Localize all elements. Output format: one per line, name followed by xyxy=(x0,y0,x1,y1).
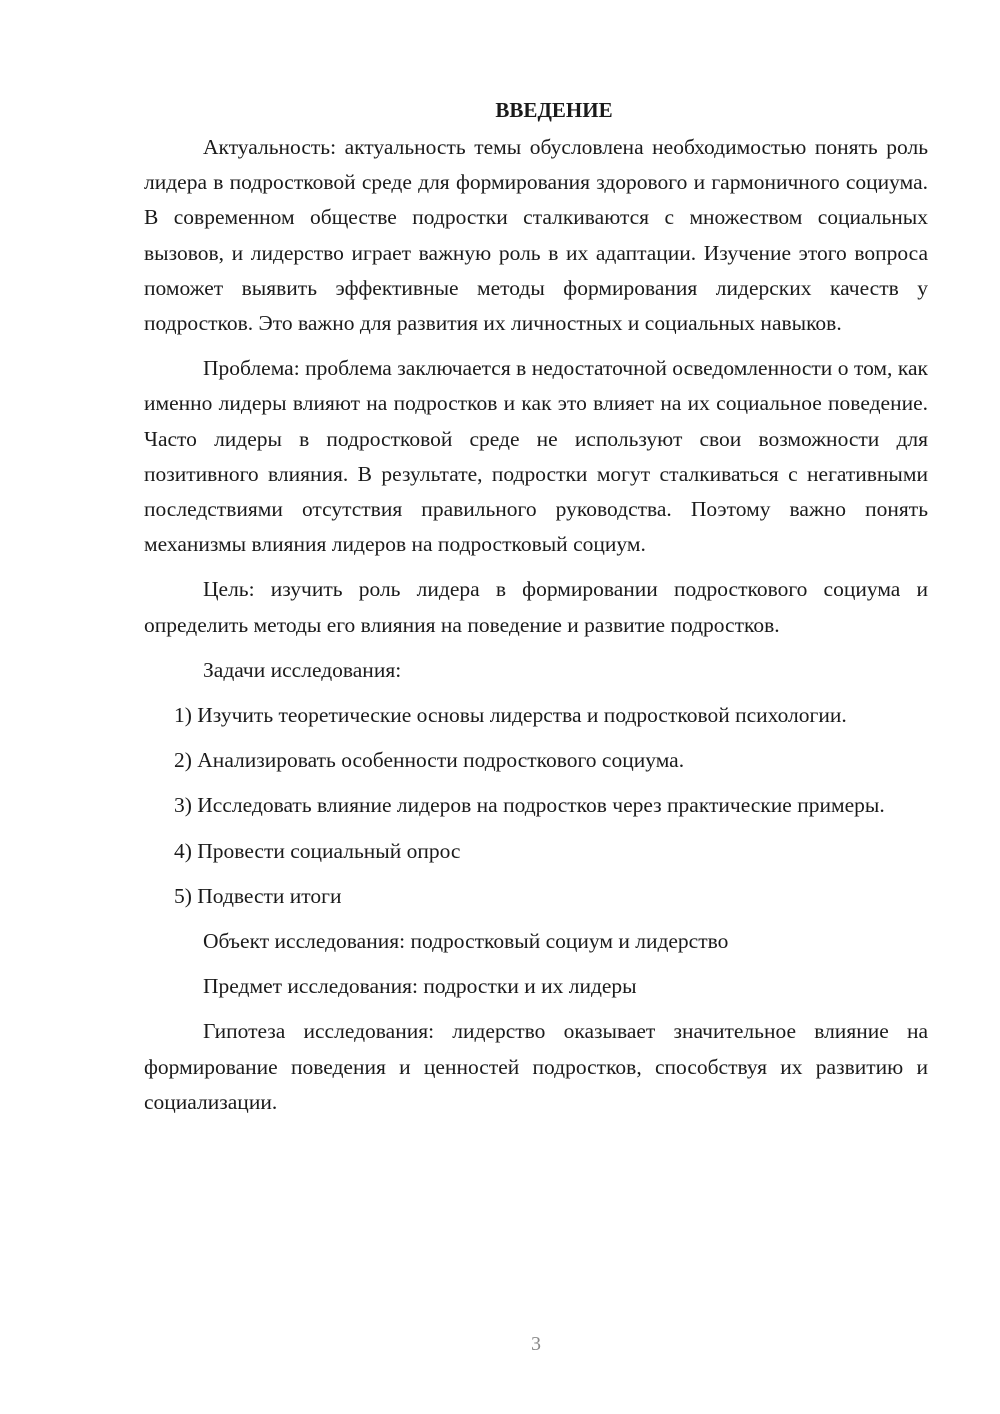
section-heading: ВВЕДЕНИЕ xyxy=(495,98,613,122)
tasks-title: Задачи исследования: xyxy=(203,657,402,682)
task-item-1: 1) Изучить теоретические основы лидерства и подростковой психологии. xyxy=(174,703,847,728)
page-number: 3 xyxy=(531,1333,541,1355)
object-paragraph: Объект исследования: подростковый социум и лидерство xyxy=(203,929,729,954)
task-item-3: 3) Исследовать влияние лидеров на подростков через практические примеры. xyxy=(174,793,885,818)
task-item-4: 4) Провести социальный опрос xyxy=(174,838,461,863)
task-item-2: 2) Анализировать особенности подросткового социума. xyxy=(174,748,685,773)
hypothesis-paragraph: Гипотеза исследования: лидерство оказывает значительное влияние на формирование поведения и ценностей подростков, способствуя их развитию и социализации. xyxy=(144,1019,928,1114)
problem-paragraph: Проблема: проблема заключается в недостаточной осведомленности о том, как именно лидеры влияют на подростков и как это влияет на их социальное поведение. Часто лидеры в подростковой среде не используют свои возможности для позитивного влияния. В результате, подростки могут сталкиваться с негативными последствиями отсутствия правильного руководства. Поэтому важно понять механизмы влияния лидеров на подростковый социум. xyxy=(144,356,928,557)
relevance-paragraph: Актуальность: актуальность темы обусловлена необходимостью понять роль лидера в подростковой среде для формирования здорового и гармоничного социума. В современном обществе подростки сталкиваются с множеством социальных вызовов, и лидерство играет важную роль в их адаптации. Изучение этого вопроса поможет выявить эффективные методы формирования лидерских качеств у подростков. Это важно для развития их личностных и социальных навыков. xyxy=(144,135,928,336)
task-item-5: 5) Подвести итоги xyxy=(174,883,342,908)
goal-paragraph: Цель: изучить роль лидера в формировании подросткового социума и определить методы его влияния на поведение и развитие подростков. xyxy=(144,577,928,637)
subject-paragraph: Предмет исследования: подростки и их лидеры xyxy=(203,974,637,999)
